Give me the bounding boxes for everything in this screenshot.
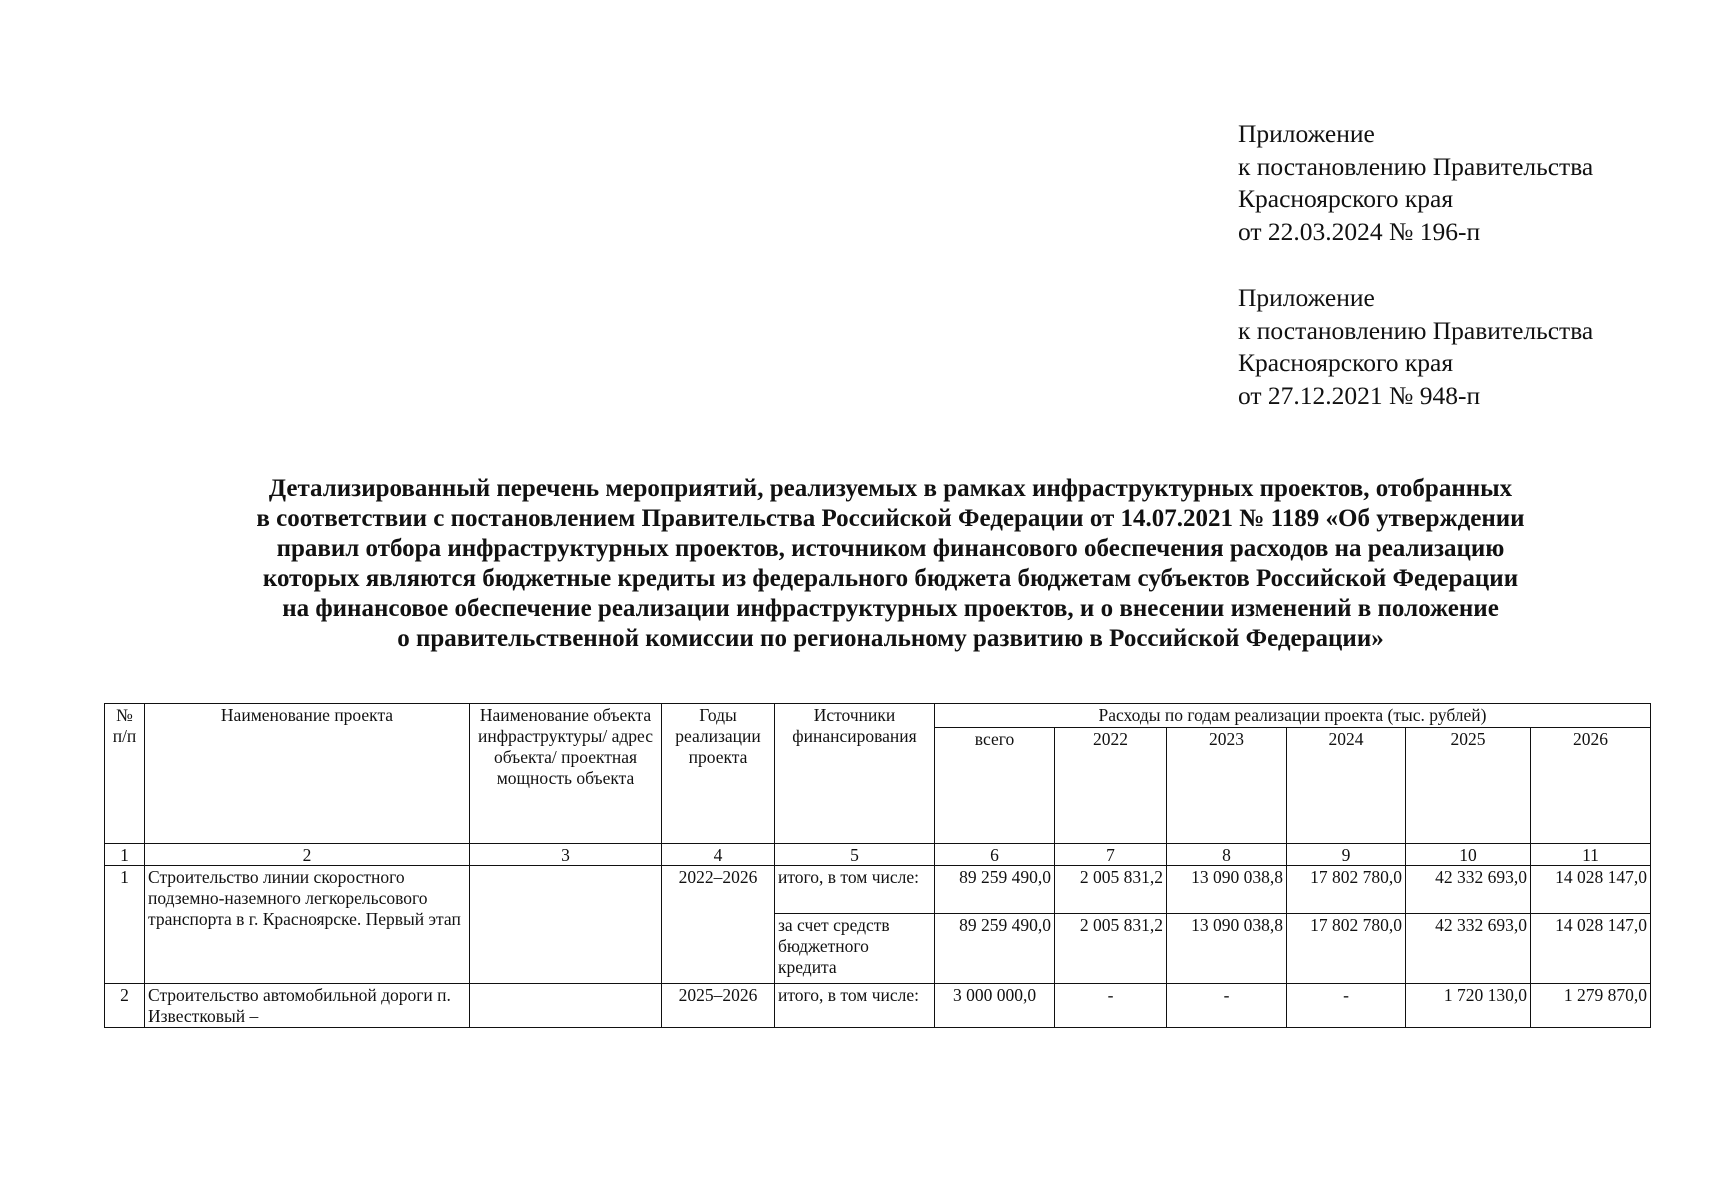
header-year-2024: 2024 [1287, 728, 1406, 844]
column-number: 3 [470, 844, 662, 866]
document-title [80, 474, 1701, 654]
table-row [105, 866, 1651, 914]
row-total: 89 259 490,0 [935, 866, 1055, 914]
title-line: в соответствии с постановлением Правительства Российской Федерации от 14.07.2021 № 1189 «Об утверждении [256, 505, 1525, 532]
title-line: о правительственной комиссии по региональному развитию в Российской Федерации» [397, 625, 1384, 652]
header-object: Наименование объекта инфраструктуры/ адрес объекта/ проектная мощность объекта [470, 704, 662, 844]
row-2022: 2 005 831,2 [1055, 866, 1167, 914]
header-sources: Источники финансирования [775, 704, 935, 844]
row-2025: 42 332 693,0 [1406, 866, 1531, 914]
row-2026: 14 028 147,0 [1531, 914, 1651, 984]
header-year-2026: 2026 [1531, 728, 1651, 844]
projects-table [104, 703, 1651, 1028]
appendix-line: от 27.12.2021 № 948-п [1238, 380, 1481, 410]
row-total: 89 259 490,0 [935, 914, 1055, 984]
row-object [470, 866, 662, 984]
appendix-line: Красноярского края [1238, 348, 1454, 377]
appendix-line: Приложение [1238, 283, 1375, 312]
row-2023: - [1167, 984, 1287, 1028]
row-source: итого, в том числе: [775, 984, 935, 1028]
column-number: 8 [1167, 844, 1287, 866]
column-number: 1 [105, 844, 145, 866]
column-number: 2 [145, 844, 470, 866]
header-years: Годы реализации проекта [662, 704, 775, 844]
header-year-2022: 2022 [1055, 728, 1167, 844]
row-years: 2022–2026 [662, 866, 775, 984]
row-2025: 42 332 693,0 [1406, 914, 1531, 984]
appendix-block-2 [1238, 282, 1593, 412]
row-num: 2 [105, 984, 145, 1028]
row-2023: 13 090 038,8 [1167, 914, 1287, 984]
row-2024: - [1287, 984, 1406, 1028]
title-line: на финансовое обеспечение реализации инфраструктурных проектов, и о внесении изменений в положение [282, 595, 1499, 622]
row-2023: 13 090 038,8 [1167, 866, 1287, 914]
row-2022: 2 005 831,2 [1055, 914, 1167, 984]
column-number: 10 [1406, 844, 1531, 866]
appendix-block-1 [1238, 118, 1593, 248]
appendix-line: Приложение [1238, 119, 1375, 148]
header-expenses-group: Расходы по годам реализации проекта (тыс. рублей) [935, 704, 1651, 728]
row-2025: 1 720 130,0 [1406, 984, 1531, 1028]
appendix-line: к постановлению Правительства [1238, 151, 1594, 181]
row-2026: 14 028 147,0 [1531, 866, 1651, 914]
row-2022: - [1055, 984, 1167, 1028]
column-number: 11 [1531, 844, 1651, 866]
title-line: которых являются бюджетные кредиты из федерального бюджета бюджетам субъектов Российской Федерации [262, 565, 1519, 592]
appendix-line: к постановлению Правительства [1238, 315, 1594, 345]
header-num: № п/п [105, 704, 145, 844]
column-number: 7 [1055, 844, 1167, 866]
column-number: 6 [935, 844, 1055, 866]
row-project: Строительство автомобильной дороги п. Известковый – [145, 984, 470, 1028]
appendix-line: Красноярского края [1238, 184, 1454, 213]
column-number: 9 [1287, 844, 1406, 866]
header-year-2023: 2023 [1167, 728, 1287, 844]
title-line: правил отбора инфраструктурных проектов, источником финансового обеспечения расходов на реализацию [276, 535, 1505, 562]
row-num: 1 [105, 866, 145, 984]
column-number: 4 [662, 844, 775, 866]
row-total: 3 000 000,0 [935, 984, 1055, 1028]
row-source: итого, в том числе: [775, 866, 935, 914]
title-line: Детализированный перечень мероприятий, реализуемых в рамках инфраструктурных проектов, отобранных [268, 475, 1513, 502]
row-project: Строительство линии скоростного подземно-наземного легкорельсового транспорта в г. Красноярске. Первый этап [145, 866, 470, 984]
row-years: 2025–2026 [662, 984, 775, 1028]
header-project: Наименование проекта [145, 704, 470, 844]
row-source: за счет средств бюджетного кредита [775, 914, 935, 984]
appendix-line: от 22.03.2024 № 196-п [1238, 216, 1481, 246]
row-2024: 17 802 780,0 [1287, 914, 1406, 984]
header-year-2025: 2025 [1406, 728, 1531, 844]
table-row [105, 984, 1651, 1028]
row-2026: 1 279 870,0 [1531, 984, 1651, 1028]
header-total: всего [935, 728, 1055, 844]
row-2024: 17 802 780,0 [1287, 866, 1406, 914]
row-object [470, 984, 662, 1028]
column-number: 5 [775, 844, 935, 866]
